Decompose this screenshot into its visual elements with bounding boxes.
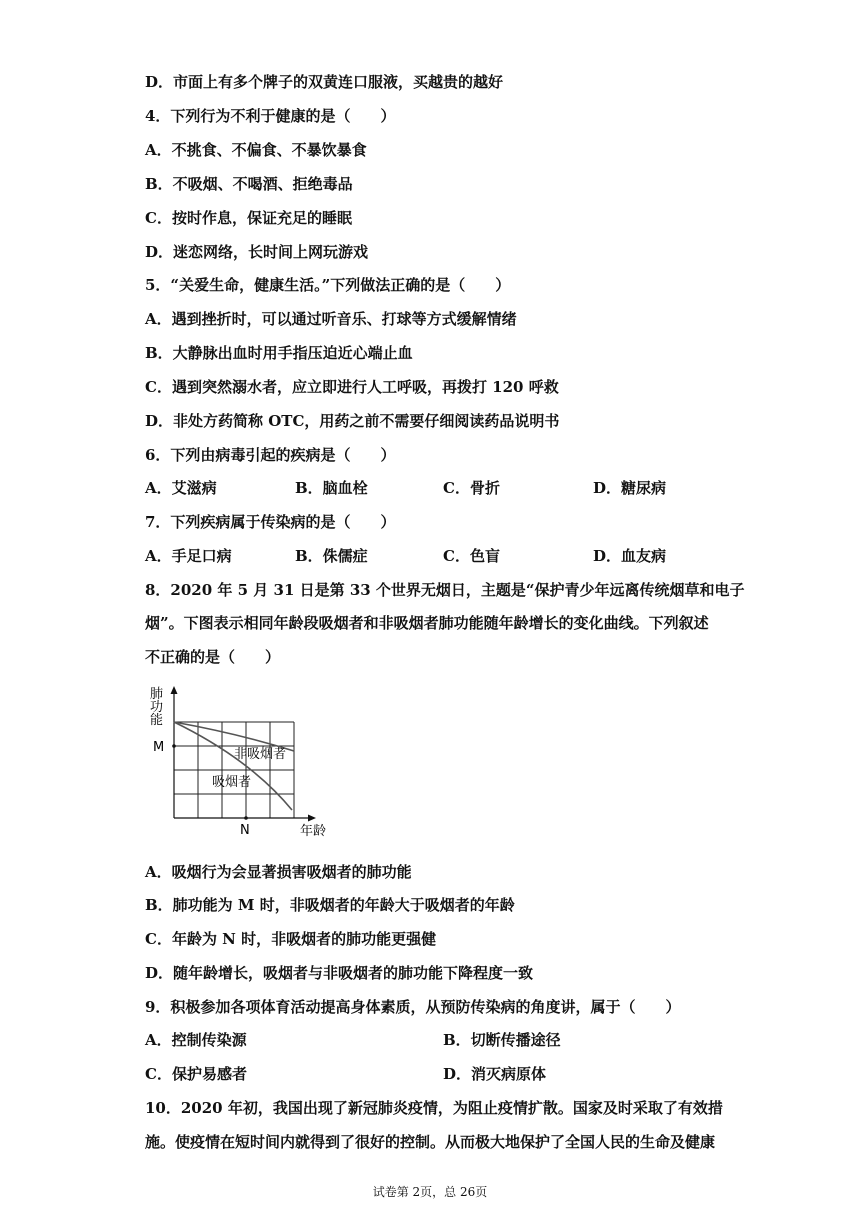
q6-option-d: D．糖尿病 <box>593 479 667 497</box>
q9-options-row2 <box>145 1064 745 1084</box>
q10-stem-line2: 施。使疫情在短时间内就得到了很好的控制。从而极大地保护了全国人民的生命及健康 <box>145 1133 716 1151</box>
q4-stem: 4．下列行为不利于健康的是（ ） <box>145 107 396 125</box>
q8-option-c: C．年龄为 N 时，非吸烟者的肺功能更强健 <box>145 930 437 948</box>
series-line-smoker <box>174 722 292 810</box>
q7-stem: 7．下列疾病属于传染病的是（ ） <box>145 513 396 531</box>
q5-stem: 5．“关爱生命，健康生活。”下列做法正确的是（ ） <box>145 276 511 294</box>
q7-option-a: A．手足口病 <box>145 547 232 565</box>
q9-options-row1 <box>145 1030 745 1050</box>
n-marker-dot <box>244 816 248 820</box>
q7-option-b: B．侏儒症 <box>295 547 368 565</box>
q9-option-a: A．控制传染源 <box>145 1031 247 1049</box>
q5-option-a: A．遇到挫折时，可以通过听音乐、打球等方式缓解情绪 <box>145 310 517 328</box>
q6-stem: 6．下列由病毒引起的疾病是（ ） <box>145 446 396 464</box>
q6-option-a: A．艾滋病 <box>145 479 217 497</box>
y-axis-label-1: 肺 <box>150 687 164 702</box>
y-axis-arrow <box>171 686 178 694</box>
q6-option-c: C．骨折 <box>443 479 500 497</box>
x-axis-arrow <box>308 815 316 822</box>
q7-option-d: D．血友病 <box>593 547 667 565</box>
q8-option-a: A．吸烟行为会显著损害吸烟者的肺功能 <box>145 863 412 881</box>
q7-option-c: C．色盲 <box>443 547 500 565</box>
q8-stem-line3: 不正确的是（ ） <box>145 648 281 666</box>
q4-option-b: B．不吸烟、不喝酒、拒绝毒品 <box>145 175 353 193</box>
series-label-smoker: 吸烟者 <box>212 775 252 790</box>
q6-options <box>145 478 745 498</box>
q6-option-b: B．脑血栓 <box>295 479 368 497</box>
x-axis-label: 年龄 <box>300 824 327 839</box>
chart-grid <box>174 722 294 818</box>
q8-option-d: D．随年龄增长，吸烟者与非吸烟者的肺功能下降程度一致 <box>145 964 534 982</box>
q10-stem-line1: 10．2020 年初，我国出现了新冠肺炎疫情，为阻止疫情扩散。国家及时采取了有效措 <box>145 1099 723 1117</box>
q7-options <box>145 546 745 566</box>
page-footer: 试卷第 2页，总 26页 <box>372 1185 488 1199</box>
q5-option-d: D．非处方药简称 OTC，用药之前不需要仔细阅读药品说明书 <box>145 412 560 430</box>
m-marker-dot <box>172 744 176 748</box>
q5-option-c: C．遇到突然溺水者，应立即进行人工呼吸，再拨打 120 呼救 <box>145 378 559 396</box>
q8-option-b: B．肺功能为 M 时，非吸烟者的年龄大于吸烟者的年龄 <box>145 896 515 914</box>
y-axis-label-2: 功 <box>150 700 164 715</box>
y-marker-label: M <box>153 740 165 755</box>
x-marker-label: N <box>240 823 250 838</box>
q4-option-d: D．迷恋网络，长时间上网玩游戏 <box>145 243 369 261</box>
q3-option-d: D．市面上有多个牌子的双黄连口服液，买越贵的越好 <box>145 73 504 91</box>
q4-option-c: C．按时作息，保证充足的睡眠 <box>145 209 352 227</box>
q9-stem: 9．积极参加各项体育活动提高身体素质，从预防传染病的角度讲，属于（ ） <box>145 998 681 1016</box>
y-axis-label-3: 能 <box>150 713 164 728</box>
q8-stem-line1: 8．2020 年 5 月 31 日是第 33 个世界无烟日，主题是“保护青少年远离传统烟草和电子 <box>145 581 745 599</box>
lung-function-chart-svg <box>150 684 340 840</box>
q9-option-d: D．消灭病原体 <box>443 1065 547 1083</box>
q9-option-b: B．切断传播途径 <box>443 1031 561 1049</box>
q4-option-a: A．不挑食、不偏食、不暴饮暴食 <box>145 141 367 159</box>
q9-option-c: C．保护易感者 <box>145 1065 247 1083</box>
lung-function-chart <box>150 684 340 840</box>
series-label-nonsmoker: 非吸烟者 <box>234 747 287 762</box>
q8-stem-line2: 烟”。下图表示相同年龄段吸烟者和非吸烟者肺功能随年龄增长的变化曲线。下列叙述 <box>145 614 709 632</box>
q5-option-b: B．大静脉出血时用手指压迫近心端止血 <box>145 344 413 362</box>
